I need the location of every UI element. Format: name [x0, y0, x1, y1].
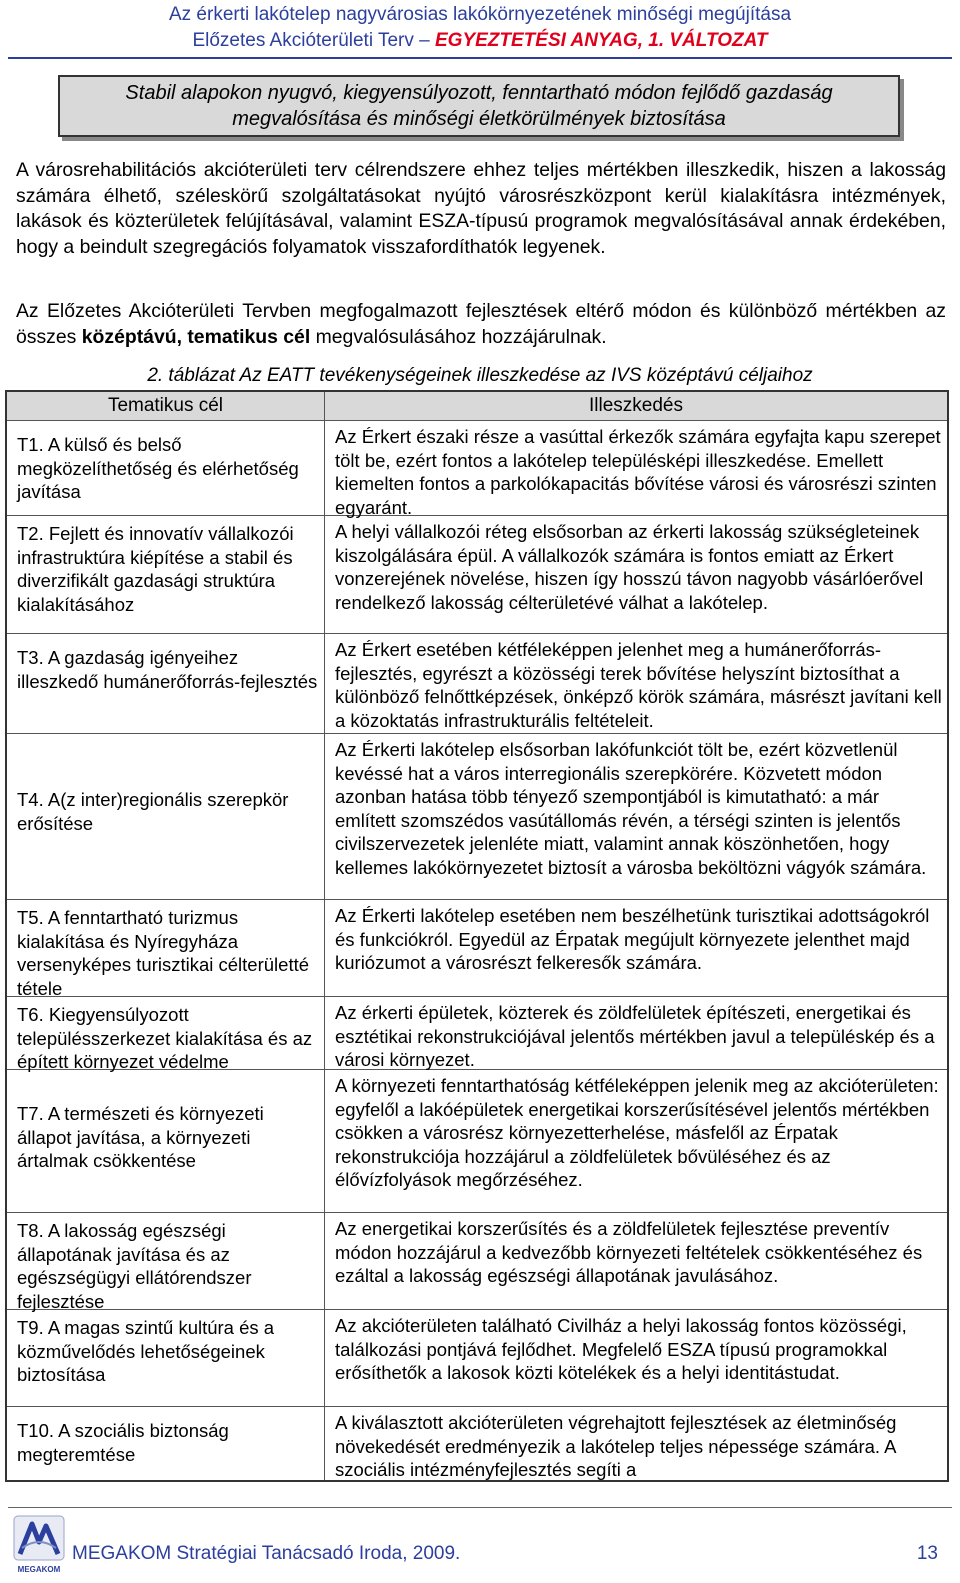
header-subtitle-emphasis: EGYEZTETÉSI ANYAG, 1. VÁLTOZAT	[435, 30, 768, 51]
paragraph-2-start: Az Előzetes Akcióterületi Tervben megfogalmazott fejlesztések eltérő módon és különböző mértékben az összes	[16, 300, 946, 348]
page-number: 13	[916, 1543, 938, 1564]
fit-cell: Az Érkert északi része a vasúttal érkezők számára egyfajta kapu szerepet tölt be, ezért fontos a lakótelep településképi illeszkedése. Emellett kiemelten fontos a parkolókapacitás bővítése városi és városrészi szinten egyaránt.	[335, 426, 941, 518]
paragraph-1: A városrehabilitációs akcióterületi terv célrendszere ehhez teljes mértékben illeszkedik, hiszen a lakosság számára élhető, széleskörű szolgáltatásokat nyújtó városrészközpont kerül kialakításra intézmények, lakások és közterületek felújításával, valamint ESZA-típusú programok megvalósításával annak érdekében, hogy a beindult szegregációs folyamatok visszafordíthatók legyenek.	[16, 159, 946, 258]
fit-cell: Az érkerti épületek, közterek és zöldfelületek építészeti, energetikai és esztétikai rekonstrukciójával jelentős mértékben javul a településkép és a városi környezet.	[335, 1002, 935, 1070]
goal-cell: T9. A magas szintű kultúra és a közművelődés lehetőségeinek biztosítása	[7, 1310, 325, 1406]
logo-text: MEGAKOM	[17, 1565, 61, 1574]
table-header-goal: Tematikus cél	[7, 392, 325, 420]
goals-table	[5, 390, 949, 1482]
fit-cell: A helyi vállalkozói réteg elsősorban az érkerti lakosság szükségleteinek kiszolgálására épül. A vállalkozók számára is fontos emiatt az Érkert vonzerejének növelése, hiszen így hosszú távon nagyobb vásárlóerővel rendelkező lakosság célterületévé válhat a lakótelep.	[335, 521, 924, 613]
goal-cell: T8. A lakosság egészségi állapotának javítása és az egészségügyi ellátórendszer fejlesztése	[7, 1213, 325, 1309]
goal-cell: T10. A szociális biztonság megteremtése	[7, 1407, 325, 1480]
header-title: Az érkerti lakótelep nagyvárosias lakókörnyezetének minőségi megújítása	[168, 4, 792, 25]
table-row	[7, 420, 947, 518]
fit-cell: Az Érkert esetében kétféleképpen jelenhet meg a humánerőforrás-fejlesztés, egyrészt a közösségi terek bővítése helyszínt biztosíthat a különböző felnőttképzések, önképző körök számára, másrészt javítani kell a közoktatás infrastrukturális feltételeit.	[335, 639, 942, 731]
table-caption: 2. táblázat Az EATT tevékenységeinek illeszkedése az IVS középtávú céljaihoz	[147, 365, 813, 386]
table-row	[7, 1309, 947, 1406]
goal-box	[58, 75, 900, 137]
table-row	[7, 996, 947, 1072]
goal-cell: T7. A természeti és környezeti állapot javítása, a környezeti ártalmak csökkentése	[7, 1070, 325, 1212]
header-rule	[8, 57, 952, 59]
footer-text: MEGAKOM Stratégiai Tanácsadó Iroda, 2009.	[72, 1543, 461, 1564]
table-header-fit: Illeszkedés	[325, 392, 947, 420]
goal-line-1: Stabil alapokon nyugvó, kiegyensúlyozott, fenntartható módon fejlődő gazdaság	[125, 82, 833, 104]
table-row	[7, 1069, 947, 1212]
paragraph-2-end: megvalósulásához hozzájárulnak.	[310, 325, 607, 348]
goal-cell: T6. Kiegyensúlyozott településszerkezet kialakítása és az épített környezet védelme	[7, 997, 325, 1069]
fit-cell: Az akcióterületen található Civilház a helyi lakosság fontos közösségi, találkozási pontjává fejlődhet. Megfelelő ESZA típusú programokkal erősíthetők a lakosok közti kötelékek és a helyi identitástudat.	[335, 1315, 907, 1383]
fit-cell: A környezeti fenntarthatóság kétféleképpen jelenik meg az akcióterületen: egyfelől a lakóépületek energetikai korszerűsítésével jelentős mértékben csökken a városrész környezetterhelése, másfelől az Érpatak rekonstrukciója hozzájárul a zöldfelületek bővüléséhez és az élővízfolyások megőrzéséhez.	[335, 1075, 939, 1190]
goal-cell: T2. Fejlett és innovatív vállalkozói infrastruktúra kiépítése a stabil és diverzifikált gazdasági struktúra kialakításához	[7, 516, 325, 633]
goal-cell: T1. A külső és belső megközelíthetőség és elérhetőség javítása	[7, 421, 325, 515]
paragraph-2-bold: középtávú, tematikus cél	[81, 325, 311, 348]
goal-cell: T5. A fenntartható turizmus kialakítása és Nyíregyháza versenyképes turisztikai célterületté tétele	[7, 900, 325, 996]
page-header	[0, 2, 960, 54]
megakom-logo-icon	[12, 1514, 66, 1576]
paragraph-2	[16, 299, 946, 350]
table-row	[7, 515, 947, 633]
table-row	[7, 1212, 947, 1312]
table-row	[7, 633, 947, 733]
fit-cell: Az energetikai korszerűsítés és a zöldfelületek fejlesztése preventív módon hozzájárul a kedvezőbb környezeti feltételek csökkentéséhez és ezáltal a lakosság egészségi állapotának javulásához.	[335, 1218, 923, 1286]
fit-cell: Az Érkerti lakótelep elsősorban lakófunkciót tölt be, ezért közvetlenül kevéssé hat a város interregionális szerepkörére. Közvetett módon azonban hatása több tényező szempontjából is kimutatható: a már említett szomszédos vasútállomás révén, a térségi szinten is jelentős civilszervezetek jelenléte miatt, valamint annak köszönhetően, hogy kellemes lakókörnyezetet biztosít a városba beköltözni vágyók számára.	[335, 739, 927, 878]
goal-cell: T4. A(z inter)regionális szerepkör erősítése	[7, 734, 325, 899]
goal-line-2: megvalósítása és minőségi életkörülmények biztosítása	[232, 108, 726, 130]
table-row	[7, 733, 947, 899]
goal-cell: T3. A gazdaság igényeihez illeszkedő humánerőforrás-fejlesztés	[7, 634, 325, 733]
table-row	[7, 899, 947, 999]
footer-rule	[8, 1507, 952, 1508]
header-subtitle-prefix: Előzetes Akcióterületi Terv –	[192, 30, 435, 51]
fit-cell: A kiválasztott akcióterületen végrehajtott fejlesztések az életminőség növekedését eredményezik a lakótelep teljes népessége számára. A szociális intézményfejlesztés segíti a	[335, 1412, 897, 1480]
header-subtitle	[0, 28, 960, 54]
fit-cell: Az Érkerti lakótelep esetében nem beszélhetünk turisztikai adottságokról és funkciókról. Egyedül az Érpatak megújult környezete jelenthet majd kuriózumot a városrészt felkeresők számára.	[335, 905, 930, 973]
table-header-row	[7, 392, 947, 420]
table-row	[7, 1406, 947, 1480]
